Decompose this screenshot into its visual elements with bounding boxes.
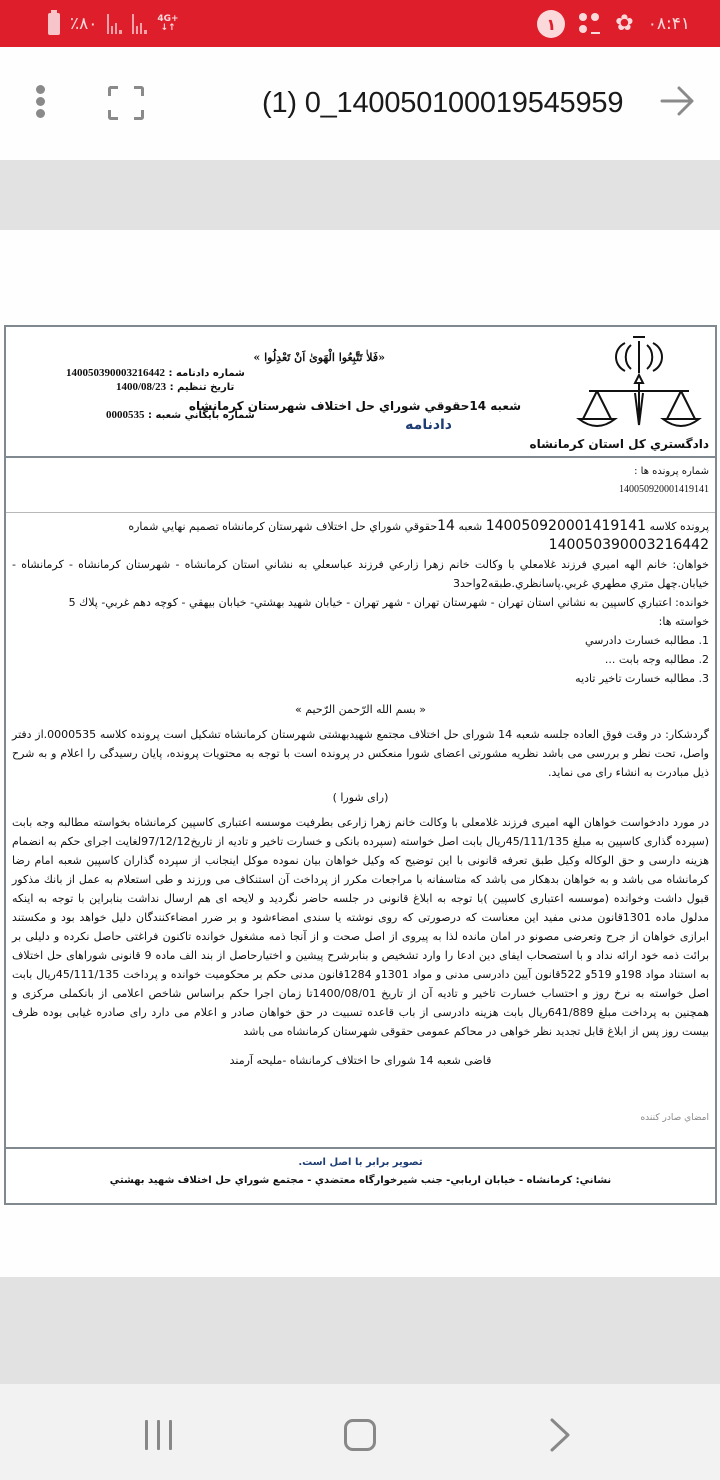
back-icon[interactable]: [548, 1418, 572, 1452]
judge-signature: قاضی شعبه 14 شورای حا اختلاف كرمانشاه -مليحه آرمند: [229, 1054, 492, 1067]
proceedings-report: گردشكار: در وقت فوق العاده جلسه شعبه 14 شورای حل اختلاف مجتمع شهيدبهشتی شهرستان كرمانشاه تشكيل است پرونده كلاسه 0000535.از دفتر واصل، تحت نظر و بررسی می باشد نظريه مشورتی اعضای شورا منعكس در پرونده است با توجه به محتويات پرونده، پايان رسيدگی را اعلام و به شرح ذيل مبادرت به انشاء رای می نمايد.: [12, 728, 709, 779]
case-files-label: شماره پرونده ها :: [634, 466, 709, 477]
document-body: [12, 517, 709, 1070]
battery-level: ٪۸۰: [70, 14, 98, 34]
issuer-signature-label: امضاي صادر كننده: [640, 1113, 709, 1123]
network-type: 4G+: [157, 14, 179, 24]
clock: ۰۸:۴۱: [647, 14, 690, 34]
intro-text: حقوقي شوراي حل اختلاف شهرستان كرمانشاه تصميم نهايي شماره: [128, 520, 438, 533]
case-file-number: 140050920001419141: [619, 484, 709, 495]
final-decision-number: 140050390003216442: [548, 537, 709, 553]
verdict-number-value: 140050390003216442: [66, 367, 165, 379]
notification-badge: ۱: [537, 10, 565, 38]
claim-item: 1. مطالبه خسارت دادرسي: [584, 634, 709, 647]
issue-date: [116, 381, 234, 393]
archive-number-value: 0000535: [106, 409, 145, 421]
issue-date-label: تاريخ تنظيم :: [169, 382, 235, 393]
case-intro: [12, 517, 709, 536]
court-name: دادگستري كل استان كرمانشاه: [529, 437, 709, 451]
defendant: خوانده: اعتباري كاسپين به نشاني استان تهران - شهرستان تهران - شهر تهران - خيابان شهيد بهشتي- خيابان بيهقي - كوچه دهم غربي- پلاك 5: [68, 596, 709, 609]
document-page: [4, 325, 717, 1205]
document-footer: [6, 1147, 715, 1203]
document-type: دادنامه: [405, 417, 452, 433]
plaintiff: خواهان: خانم الهه اميري فرزند غلامعلي با وكالت خانم زهرا زارعي فرزند عباسعلي به نشاني استان كرمانشاه - شهرستان كرمانشاه - كرمانشاه - خيابان.چهل متري مطهري غربي.پاسانظري.طبقه2واحد3: [12, 558, 709, 590]
gear-icon: ✿: [615, 11, 634, 36]
status-left: [48, 10, 179, 38]
archive-number-label: شماره بايگاني شعبه :: [147, 410, 255, 421]
intro-case-number: 140050920001419141: [485, 518, 647, 534]
archive-number: [106, 409, 255, 421]
page-gap-bottom: [0, 1277, 720, 1384]
ruling-title: (رای شورا ): [332, 791, 389, 804]
signal-icon: [107, 14, 122, 34]
document-header: [6, 327, 715, 458]
verse: «فَلاٰ تَتَّبِعُوا الْهَوىٰ اَنْ تَعْدِلُوا »: [253, 351, 385, 364]
branch-name: شعبه 14حقوقي شوراي حل اختلاف شهرستان كرمانشاه: [188, 399, 521, 413]
network-type-icon: 4G+ ↓↑: [157, 14, 179, 33]
document-title: (1) 0_140050100019545959: [262, 87, 624, 119]
certified-copy-note: تصوير برابر با اصل است.: [298, 1157, 423, 1168]
page-gap-top: [0, 160, 720, 230]
toolbar: [0, 47, 720, 140]
more-vert-icon[interactable]: [36, 85, 46, 119]
fullscreen-icon[interactable]: [108, 86, 144, 120]
download-manager-icon: [579, 13, 601, 35]
judiciary-emblem-icon: [569, 333, 709, 433]
home-icon[interactable]: [344, 1419, 376, 1451]
status-bar: [0, 0, 720, 47]
arrow-right-icon[interactable]: [660, 85, 696, 117]
intro-text: پرونده كلاسه: [649, 520, 709, 533]
claims-list: [12, 631, 709, 688]
ruling-text: در مورد دادخواست خواهان الهه اميری فرزند غلامعلی با وكالت خانم زهرا زارعی بطرفيت موسسه اعتباری كاسپين كرمانشاه بخواسته مطالبه وجه بابت (سپرده گذاری كاسپين به مبلغ 45/111/135ريال بابت اصل خواسته (سپرده بانكی و خسارت تاخير و تاديه از تاريخ97/12/12لغايت اجرای حكم به انضمام هزينه دارسی و حق الوكاله وكيل طبق تعرفه قانونی با اين توضيح كه وكيل خواهان بيان نموده موكل اينجانب از سپرده گذاران كاسپين شعبه امام رضا كرمانشاه می باشد و به خواهان بدهكار می باشد كه متاسفانه با مراجعات مكرر از پرداخت آن استنكاف می ورزند و طی استعلام به عمل از بانك مذكور قبول داشت وخوانده (موسسه اعتباری كاسپين )با توجه به ابلاغ قانونی در جلسه حاضر نگرديد و لايحه ای هم ارسال نداشت بنابراين با توجه به اينكه مدلول ماده 1301قانون مدنی مفيد اين معناست كه درصورتی كه روی نوشته يا سندی امضاءشود و بر ضرر امضاءكنندگان دليل خواهد بود و مكستند ابرازی خواهان از جرح وتعرضی مصونو در امان مانده لذا به پيروی از اصل صحت و از آنجا ذمه مشغول خوانده تاكنون فراغتی حاصل نكرده و دليلی بر برائت ذمه خود ارائه نداد و با استصحاب ايفای دين ادعا را وارد تشخيص و بنابرشرح پيشين و اختيارحاصل از بند الف ماده 9 قانونی شوراهای حل اختلاف به استناد مواد 198و 519و 522قانون آيين دادرسی مدنی و مواد 1301و 1284قانون مدنی حكم بر محكوميت خوانده و پرداخت 45/111/135ريال بابت اصل خواسته به نرخ روز و احتساب خسارت تاخير و تاديه آن از تاريخ 1400/08/01تا زمان اجرا حكم براساس شاخص اعلامی از بانكملی مركزی و همچنين به پرداخت مبلغ 641/889ريال بابت هزينه دادرسی از باب قاعده تسبيت در حق خواهان صادر و اعلام می دارد رای صادره غيابی بوده ظرف بيست روز پس از ابلاغ قابل تجديد نظر خواهی در محاكم عمومی حقوقی شهرستان كرمانشاه می باشد: [12, 816, 710, 1038]
basmala: « بسم الله الرّحمن الرّحيم »: [294, 703, 426, 716]
battery-icon: [48, 13, 60, 35]
issue-date-value: 1400/08/23: [116, 381, 167, 393]
claim-item: 3. مطالبه خسارت تاخير تاديه: [575, 672, 709, 685]
court-address: نشاني: كرمانشاه - خيابان اربابي- جنب شيرخوارگاه معتضدي - مجتمع شوراي حل اختلاف شهيد بهشتي: [109, 1175, 612, 1186]
case-files-box: [6, 458, 715, 513]
signal-icon: [132, 14, 147, 34]
recent-apps-icon[interactable]: [145, 1420, 173, 1450]
claims-label: خواسته ها:: [658, 615, 709, 628]
system-nav-bar: [0, 1384, 720, 1480]
verdict-number: [66, 367, 245, 379]
intro-text: شعبه: [458, 520, 483, 533]
intro-branch-number: 14: [437, 518, 455, 534]
verdict-number-label: شماره دادنامه :: [168, 368, 245, 379]
status-right: [537, 9, 690, 39]
claim-item: 2. مطالبه وجه بابت ...: [604, 653, 709, 666]
